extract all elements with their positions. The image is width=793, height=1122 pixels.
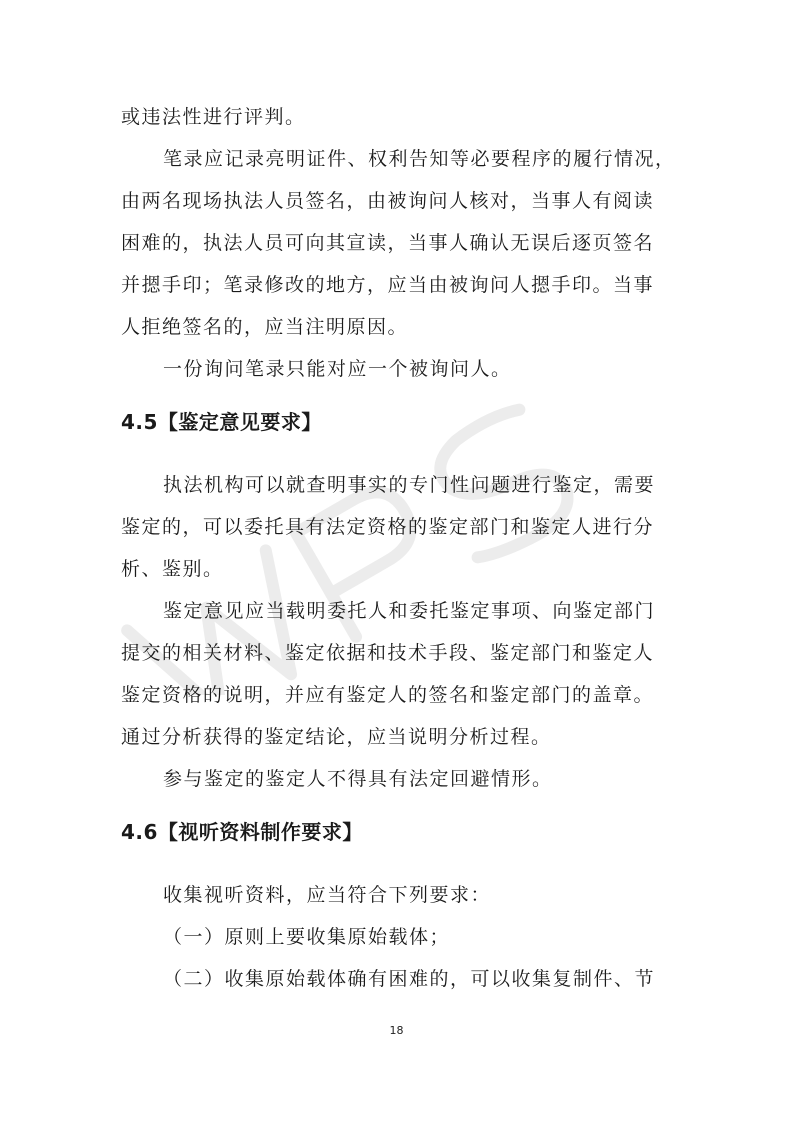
paragraph-line: 鉴定资格的说明，并应有鉴定人的签名和鉴定部门的盖章。 [121,684,655,706]
paragraph-line: 由两名现场执法人员签名，由被询问人核对，当事人有阅读 [121,190,655,212]
paragraph-line: 析、鉴别。 [121,558,224,580]
paragraph-line: 参与鉴定的鉴定人不得具有法定回避情形。 [163,768,553,790]
paragraph-line: 执法机构可以就查明事实的专门性问题进行鉴定，需要 [163,474,656,496]
section-heading-4-6: 4.6【视听资料制作要求】 [121,820,363,844]
document-body [121,96,681,1000]
paragraph-line: 鉴定意见应当载明委托人和委托鉴定事项、向鉴定部门 [163,600,656,622]
list-item: （二）收集原始载体确有困难的，可以收集复制件、节 [163,968,656,990]
list-item: （一）原则上要收集原始载体； [163,926,451,948]
paragraph-line: 收集视听资料，应当符合下列要求： [163,884,492,906]
paragraph-line: 或违法性进行评判。 [121,106,306,128]
paragraph-line: 困难的，执法人员可向其宣读，当事人确认无误后逐页签名 [121,232,655,254]
page-number: 18 [389,1024,404,1037]
paragraph-line: 一份询问笔录只能对应一个被询问人。 [163,358,512,380]
paragraph-line: 人拒绝签名的，应当注明原因。 [121,316,409,338]
paragraph-line: 鉴定的，可以委托具有法定资格的鉴定部门和鉴定人进行分 [121,516,655,538]
paragraph-line: 笔录应记录亮明证件、权利告知等必要程序的履行情况， [163,148,676,170]
section-heading-4-5: 4.5【鉴定意见要求】 [121,410,322,434]
paragraph-line: 并摁手印；笔录修改的地方，应当由被询问人摁手印。当事 [121,274,655,296]
paragraph-line: 通过分析获得的鉴定结论，应当说明分析过程。 [121,726,552,748]
paragraph-line: 提交的相关材料、鉴定依据和技术手段、鉴定部门和鉴定人 [121,642,655,664]
